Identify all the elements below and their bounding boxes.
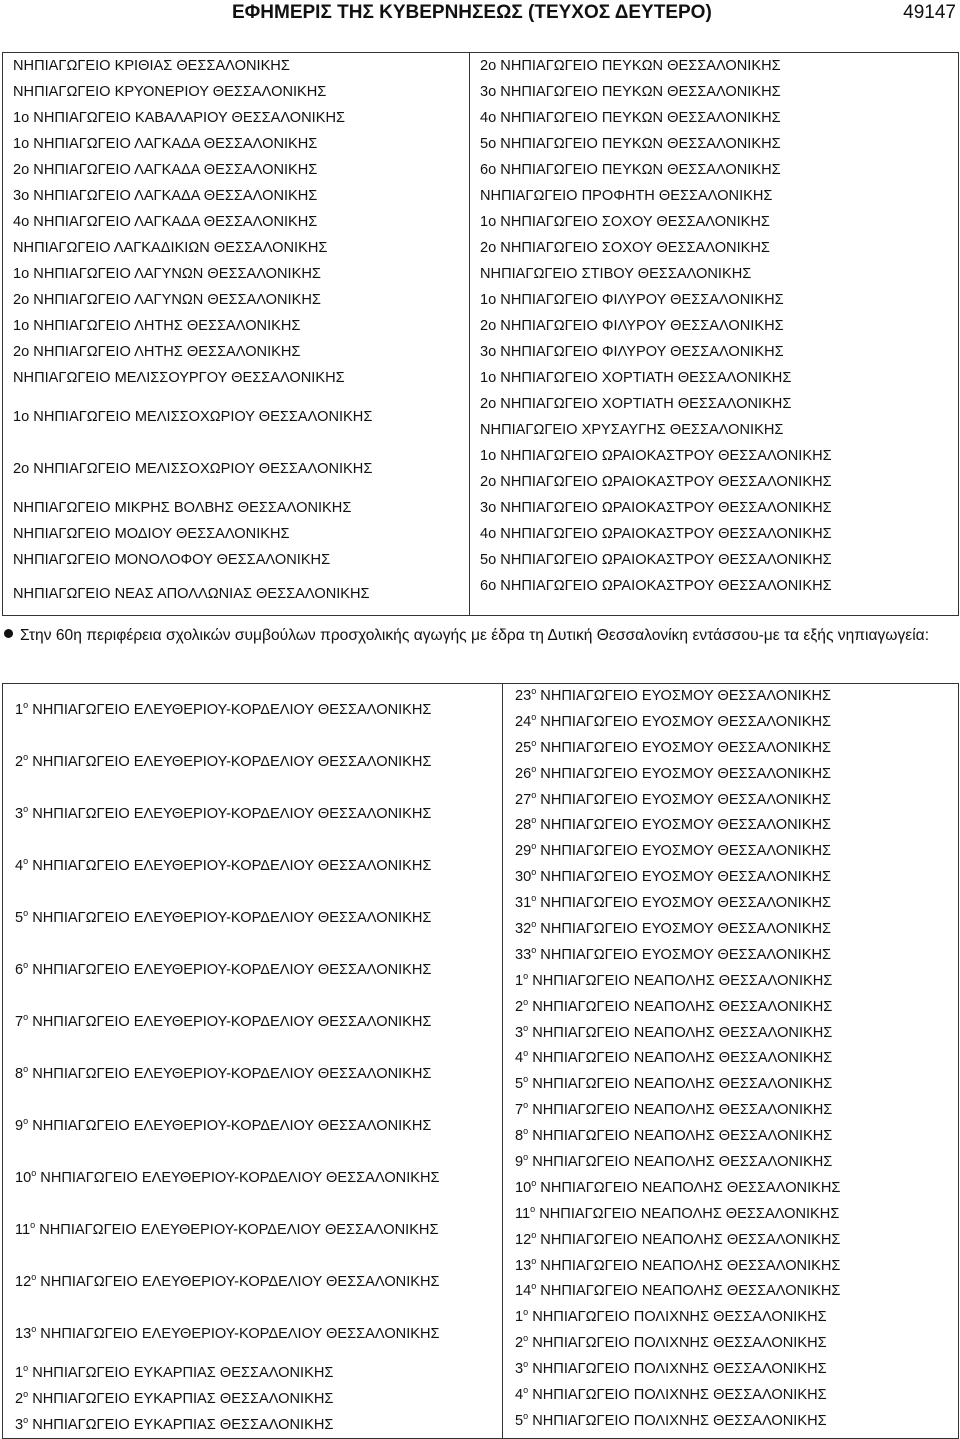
paragraph-text: Στην 60η περιφέρεια σχολικών συμβούλων προσχολικής αγωγής με έδρα τη Δυτική Θεσσαλονίκη εντάσσου-με τα εξής νηπιαγωγεία: [20, 627, 930, 644]
item-number: 1 [15, 1365, 24, 1381]
item-name: ΝΗΠΙΑΓΩΓΕΙΟ ΠΟΛΙΧΝΗΣ ΘΕΣΣΑΛΟΝΙΚΗΣ [528, 1335, 827, 1352]
list-item: 3ο ΝΗΠΙΑΓΩΓΕΙΟ ΛΑΓΚΑΔΑ ΘΕΣΣΑΛΟΝΙΚΗΣ [13, 188, 318, 204]
list-item [3, 788, 502, 840]
list-item: 1ο ΝΗΠΙΑΓΩΓΕΙΟ ΣΟΧΟΥ ΘΕΣΣΑΛΟΝΙΚΗΣ [480, 214, 770, 230]
item-number: 2 [515, 998, 524, 1015]
item-name: ΝΗΠΙΑΓΩΓΕΙΟ ΕΛΕΥΘΕΡΙΟΥ-ΚΟΡΔΕΛΙΟΥ ΘΕΣΣΑΛΟΝΙΚΗΣ [36, 1326, 440, 1342]
ordinal-suffix: ο [531, 763, 537, 774]
list-item [503, 969, 958, 995]
ordinal-suffix: ο [531, 1229, 537, 1240]
list-item [3, 996, 502, 1048]
item-number: 9 [15, 1118, 24, 1134]
ordinal-suffix: ο [531, 737, 537, 748]
item-number: 14 [515, 1283, 532, 1300]
item-number: 3 [15, 806, 24, 822]
list-item [3, 1152, 502, 1204]
list-item [3, 684, 502, 736]
list-item [503, 1331, 958, 1357]
page-number: 49147 [903, 2, 956, 23]
item-number: 5 [515, 1412, 524, 1429]
item-number: 25 [515, 739, 532, 756]
item-name: ΝΗΠΙΑΓΩΓΕΙΟ ΕΥΟΣΜΟΥ ΘΕΣΣΑΛΟΝΙΚΗΣ [536, 739, 832, 756]
list-item: 2ο ΝΗΠΙΑΓΩΓΕΙΟ ΧΟΡΤΙΑΤΗ ΘΕΣΣΑΛΟΝΙΚΗΣ [480, 396, 792, 412]
item-name: ΝΗΠΙΑΓΩΓΕΙΟ ΝΕΑΠΟΛΗΣ ΘΕΣΣΑΛΟΝΙΚΗΣ [528, 998, 833, 1015]
ordinal-suffix: ο [523, 1100, 529, 1111]
ordinal-suffix: ο [523, 1385, 529, 1396]
item-number: 5 [515, 1076, 524, 1093]
item-name: ΝΗΠΙΑΓΩΓΕΙΟ ΕΥΟΣΜΟΥ ΘΕΣΣΑΛΟΝΙΚΗΣ [536, 791, 832, 808]
item-number: 10 [15, 1170, 32, 1186]
list-item: 6ο ΝΗΠΙΑΓΩΓΕΙΟ ΠΕΥΚΩΝ ΘΕΣΣΑΛΟΝΙΚΗΣ [480, 162, 781, 178]
item-number: 4 [515, 1050, 524, 1067]
ordinal-suffix: ο [23, 752, 29, 763]
page-header [0, 0, 960, 30]
item-name: ΝΗΠΙΑΓΩΓΕΙΟ ΝΕΑΠΟΛΗΣ ΘΕΣΣΑΛΟΝΙΚΗΣ [528, 1102, 833, 1119]
item-number: 11 [515, 1205, 531, 1222]
list-item: 2ο ΝΗΠΙΑΓΩΓΕΙΟ ΛΑΓΚΑΔΑ ΘΕΣΣΑΛΟΝΙΚΗΣ [13, 162, 318, 178]
item-number: 10 [515, 1179, 532, 1196]
ordinal-suffix: ο [531, 1255, 537, 1266]
list-item [503, 1357, 958, 1383]
list-item: ΝΗΠΙΑΓΩΓΕΙΟ ΜΕΛΙΣΣΟΥΡΓΟΥ ΘΕΣΣΑΛΟΝΙΚΗΣ [13, 370, 345, 386]
list-item: 2ο ΝΗΠΙΑΓΩΓΕΙΟ ΜΕΛΙΣΣΟΧΩΡΙΟΥ ΘΕΣΣΑΛΟΝΙΚΗΣ [13, 461, 373, 477]
item-name: ΝΗΠΙΑΓΩΓΕΙΟ ΕΥΚΑΡΠΙΑΣ ΘΕΣΣΑΛΟΝΙΚΗΣ [28, 1417, 334, 1433]
list-item [3, 1048, 502, 1100]
list-item [503, 1254, 958, 1280]
district-paragraph [4, 622, 956, 649]
ordinal-suffix: ο [23, 1389, 29, 1400]
ordinal-suffix: ο [531, 945, 537, 956]
list-item: 1ο ΝΗΠΙΑΓΩΓΕΙΟ ΧΟΡΤΙΑΤΗ ΘΕΣΣΑΛΟΝΙΚΗΣ [480, 370, 792, 386]
ordinal-suffix: ο [531, 815, 537, 826]
list-item [3, 892, 502, 944]
item-name: ΝΗΠΙΑΓΩΓΕΙΟ ΕΥΟΣΜΟΥ ΘΕΣΣΑΛΟΝΙΚΗΣ [536, 713, 832, 730]
item-name: ΝΗΠΙΑΓΩΓΕΙΟ ΕΛΕΥΘΕΡΙΟΥ-ΚΟΡΔΕΛΙΟΥ ΘΕΣΣΑΛΟΝΙΚΗΣ [36, 1170, 440, 1186]
item-number: 7 [15, 1014, 24, 1030]
item-name: ΝΗΠΙΑΓΩΓΕΙΟ ΕΛΕΥΘΕΡΙΟΥ-ΚΟΡΔΕΛΙΟΥ ΘΕΣΣΑΛΟΝΙΚΗΣ [35, 1222, 439, 1238]
list-item [503, 1279, 958, 1305]
list-item [503, 865, 958, 891]
item-number: 1 [515, 1309, 524, 1326]
item-name: ΝΗΠΙΑΓΩΓΕΙΟ ΕΥΟΣΜΟΥ ΘΕΣΣΑΛΟΝΙΚΗΣ [536, 946, 832, 963]
item-number: 8 [15, 1066, 24, 1082]
item-number: 2 [15, 754, 24, 770]
item-name: ΝΗΠΙΑΓΩΓΕΙΟ ΝΕΑΠΟΛΗΣ ΘΕΣΣΑΛΟΝΙΚΗΣ [535, 1205, 840, 1222]
list-item [503, 1176, 958, 1202]
item-name: ΝΗΠΙΑΓΩΓΕΙΟ ΕΥΟΣΜΟΥ ΘΕΣΣΑΛΟΝΙΚΗΣ [536, 817, 832, 834]
ordinal-suffix: ο [523, 1359, 529, 1370]
ordinal-suffix: ο [23, 1116, 29, 1127]
ordinal-suffix: ο [531, 686, 537, 697]
list-item [3, 1100, 502, 1152]
item-number: 8 [515, 1128, 524, 1145]
list-item [3, 1360, 502, 1386]
list-item [503, 1021, 958, 1047]
list-item: 2ο ΝΗΠΙΑΓΩΓΕΙΟ ΠΕΥΚΩΝ ΘΕΣΣΑΛΟΝΙΚΗΣ [480, 58, 781, 74]
item-number: 12 [15, 1274, 32, 1290]
list-item [503, 995, 958, 1021]
list-item [3, 1256, 502, 1308]
list-item [3, 944, 502, 996]
item-name: ΝΗΠΙΑΓΩΓΕΙΟ ΕΥΟΣΜΟΥ ΘΕΣΣΑΛΟΝΙΚΗΣ [536, 688, 832, 704]
item-name: ΝΗΠΙΑΓΩΓΕΙΟ ΝΕΑΠΟΛΗΣ ΘΕΣΣΑΛΟΝΙΚΗΣ [536, 1283, 841, 1300]
ordinal-suffix: ο [523, 1074, 529, 1085]
item-name: ΝΗΠΙΑΓΩΓΕΙΟ ΝΕΑΠΟΛΗΣ ΘΕΣΣΑΛΟΝΙΚΗΣ [528, 1024, 833, 1041]
list-item: 3ο ΝΗΠΙΑΓΩΓΕΙΟ ΩΡΑΙΟΚΑΣΤΡΟΥ ΘΕΣΣΑΛΟΝΙΚΗΣ [480, 500, 832, 516]
list-item [503, 1150, 958, 1176]
table-column-right [470, 53, 959, 616]
item-name: ΝΗΠΙΑΓΩΓΕΙΟ ΕΛΕΥΘΕΡΙΟΥ-ΚΟΡΔΕΛΙΟΥ ΘΕΣΣΑΛΟΝΙΚΗΣ [28, 806, 432, 822]
item-name: ΝΗΠΙΑΓΩΓΕΙΟ ΕΥΟΣΜΟΥ ΘΕΣΣΑΛΟΝΙΚΗΣ [536, 895, 832, 912]
list-item [3, 1308, 502, 1360]
item-number: 27 [515, 791, 532, 808]
item-number: 26 [515, 765, 532, 782]
item-name: ΝΗΠΙΑΓΩΓΕΙΟ ΝΕΑΠΟΛΗΣ ΘΕΣΣΑΛΟΝΙΚΗΣ [528, 1154, 833, 1171]
item-name: ΝΗΠΙΑΓΩΓΕΙΟ ΕΥΟΣΜΟΥ ΘΕΣΣΑΛΟΝΙΚΗΣ [536, 869, 832, 886]
ordinal-suffix: ο [523, 1048, 529, 1059]
item-number: 33 [515, 946, 532, 963]
item-name: ΝΗΠΙΑΓΩΓΕΙΟ ΕΥΚΑΡΠΙΑΣ ΘΕΣΣΑΛΟΝΙΚΗΣ [28, 1365, 334, 1381]
ordinal-suffix: ο [523, 1411, 529, 1422]
item-name: ΝΗΠΙΑΓΩΓΕΙΟ ΕΛΕΥΘΕΡΙΟΥ-ΚΟΡΔΕΛΙΟΥ ΘΕΣΣΑΛΟΝΙΚΗΣ [28, 858, 432, 874]
list-item: 1ο ΝΗΠΙΑΓΩΓΕΙΟ ΚΑΒΑΛΑΡΙΟΥ ΘΕΣΣΑΛΟΝΙΚΗΣ [13, 110, 346, 126]
ordinal-suffix: ο [523, 1022, 529, 1033]
item-name: ΝΗΠΙΑΓΩΓΕΙΟ ΝΕΑΠΟΛΗΣ ΘΕΣΣΑΛΟΝΙΚΗΣ [528, 1050, 833, 1067]
list-item [503, 943, 958, 969]
item-name: ΝΗΠΙΑΓΩΓΕΙΟ ΕΛΕΥΘΕΡΙΟΥ-ΚΟΡΔΕΛΙΟΥ ΘΕΣΣΑΛΟΝΙΚΗΣ [28, 1014, 432, 1030]
item-name: ΝΗΠΙΑΓΩΓΕΙΟ ΕΥΟΣΜΟΥ ΘΕΣΣΑΛΟΝΙΚΗΣ [536, 843, 832, 860]
ordinal-suffix: ο [531, 1281, 537, 1292]
list-item: ΝΗΠΙΑΓΩΓΕΙΟ ΜΙΚΡΗΣ ΒΟΛΒΗΣ ΘΕΣΣΑΛΟΝΙΚΗΣ [13, 500, 352, 516]
list-item [503, 788, 958, 814]
gazette-title: ΕΦΗΜΕΡΙΣ ΤΗΣ ΚΥΒΕΡΝΗΣΕΩΣ (ΤΕΥΧΟΣ ΔΕΥΤΕΡΟ) [232, 2, 712, 23]
list-item [503, 684, 958, 710]
list-item [503, 1202, 958, 1228]
item-name: ΝΗΠΙΑΓΩΓΕΙΟ ΕΥΟΣΜΟΥ ΘΕΣΣΑΛΟΝΙΚΗΣ [536, 921, 832, 938]
item-number: 23 [515, 688, 532, 704]
list-item [503, 1046, 958, 1072]
item-number: 2 [515, 1335, 524, 1352]
item-name: ΝΗΠΙΑΓΩΓΕΙΟ ΕΛΕΥΘΕΡΙΟΥ-ΚΟΡΔΕΛΙΟΥ ΘΕΣΣΑΛΟΝΙΚΗΣ [28, 962, 432, 978]
ordinal-suffix: ο [23, 1064, 29, 1075]
item-name: ΝΗΠΙΑΓΩΓΕΙΟ ΕΛΕΥΘΕΡΙΟΥ-ΚΟΡΔΕΛΙΟΥ ΘΕΣΣΑΛΟΝΙΚΗΣ [28, 702, 432, 718]
list-item [3, 1412, 502, 1438]
item-number: 4 [515, 1387, 524, 1404]
item-number: 5 [15, 910, 24, 926]
ordinal-suffix: ο [523, 970, 529, 981]
list-item: 1ο ΝΗΠΙΑΓΩΓΕΙΟ ΜΕΛΙΣΣΟΧΩΡΙΟΥ ΘΕΣΣΑΛΟΝΙΚΗΣ [13, 409, 373, 425]
list-item: 4ο ΝΗΠΙΑΓΩΓΕΙΟ ΠΕΥΚΩΝ ΘΕΣΣΑΛΟΝΙΚΗΣ [480, 110, 781, 126]
list-item: 6ο ΝΗΠΙΑΓΩΓΕΙΟ ΩΡΑΙΟΚΑΣΤΡΟΥ ΘΕΣΣΑΛΟΝΙΚΗΣ [480, 578, 832, 594]
list-item [503, 762, 958, 788]
ordinal-suffix: ο [523, 1126, 529, 1137]
ordinal-suffix: ο [531, 712, 537, 723]
bullet-icon [4, 629, 13, 638]
list-item [503, 1305, 958, 1331]
ordinal-suffix: ο [531, 893, 537, 904]
list-item: 4ο ΝΗΠΙΑΓΩΓΕΙΟ ΩΡΑΙΟΚΑΣΤΡΟΥ ΘΕΣΣΑΛΟΝΙΚΗΣ [480, 526, 832, 542]
ordinal-suffix: ο [23, 1415, 29, 1426]
list-item: 2ο ΝΗΠΙΑΓΩΓΕΙΟ ΦΙΛΥΡΟΥ ΘΕΣΣΑΛΟΝΙΚΗΣ [480, 318, 784, 334]
ordinal-suffix: ο [30, 1220, 36, 1231]
item-number: 1 [15, 702, 24, 718]
list-item [503, 1072, 958, 1098]
table-row [3, 684, 959, 1439]
ordinal-suffix: ο [23, 700, 29, 711]
table-row [3, 53, 959, 616]
ordinal-suffix: ο [23, 1363, 29, 1374]
list-item: 2ο ΝΗΠΙΑΓΩΓΕΙΟ ΣΟΧΟΥ ΘΕΣΣΑΛΟΝΙΚΗΣ [480, 240, 770, 256]
list-item: 3ο ΝΗΠΙΑΓΩΓΕΙΟ ΠΕΥΚΩΝ ΘΕΣΣΑΛΟΝΙΚΗΣ [480, 84, 781, 100]
ordinal-suffix: ο [23, 960, 29, 971]
table-column-left [3, 53, 470, 616]
item-name: ΝΗΠΙΑΓΩΓΕΙΟ ΕΛΕΥΘΕΡΙΟΥ-ΚΟΡΔΕΛΙΟΥ ΘΕΣΣΑΛΟΝΙΚΗΣ [36, 1274, 440, 1290]
item-name: ΝΗΠΙΑΓΩΓΕΙΟ ΕΥΚΑΡΠΙΑΣ ΘΕΣΣΑΛΟΝΙΚΗΣ [28, 1391, 334, 1407]
list-item [3, 736, 502, 788]
item-number: 3 [515, 1024, 524, 1041]
list-item [503, 1409, 958, 1435]
list-item: ΝΗΠΙΑΓΩΓΕΙΟ ΚΡΥΟΝΕΡΙΟΥ ΘΕΣΣΑΛΟΝΙΚΗΣ [13, 84, 327, 100]
list-item: ΝΗΠΙΑΓΩΓΕΙΟ ΚΡΙΘΙΑΣ ΘΕΣΣΑΛΟΝΙΚΗΣ [13, 58, 290, 74]
ordinal-suffix: ο [31, 1324, 37, 1335]
item-number: 3 [515, 1361, 524, 1378]
item-name: ΝΗΠΙΑΓΩΓΕΙΟ ΕΛΕΥΘΕΡΙΟΥ-ΚΟΡΔΕΛΙΟΥ ΘΕΣΣΑΛΟΝΙΚΗΣ [28, 910, 432, 926]
item-number: 24 [515, 713, 532, 730]
item-number: 32 [515, 921, 532, 938]
item-number: 13 [15, 1326, 32, 1342]
list-item [3, 1386, 502, 1412]
list-item: ΝΗΠΙΑΓΩΓΕΙΟ ΣΤΙΒΟΥ ΘΕΣΣΑΛΟΝΙΚΗΣ [480, 266, 752, 282]
item-number: 13 [515, 1257, 532, 1274]
list-item: ΝΗΠΙΑΓΩΓΕΙΟ ΜΟΔΙΟΥ ΘΕΣΣΑΛΟΝΙΚΗΣ [13, 526, 290, 542]
list-item: 1ο ΝΗΠΙΑΓΩΓΕΙΟ ΛΑΓΥΝΩΝ ΘΕΣΣΑΛΟΝΙΚΗΣ [13, 266, 321, 282]
list-item [3, 1204, 502, 1256]
list-item [503, 839, 958, 865]
item-number: 6 [15, 962, 24, 978]
ordinal-suffix: ο [523, 996, 529, 1007]
list-item: 1ο ΝΗΠΙΑΓΩΓΕΙΟ ΛΑΓΚΑΔΑ ΘΕΣΣΑΛΟΝΙΚΗΣ [13, 136, 318, 152]
item-name: ΝΗΠΙΑΓΩΓΕΙΟ ΠΟΛΙΧΝΗΣ ΘΕΣΣΑΛΟΝΙΚΗΣ [528, 1361, 827, 1378]
list-item [503, 736, 958, 762]
ordinal-suffix: ο [531, 789, 537, 800]
list-item: ΝΗΠΙΑΓΩΓΕΙΟ ΧΡΥΣΑΥΓΗΣ ΘΕΣΣΑΛΟΝΙΚΗΣ [480, 422, 784, 438]
item-number: 28 [515, 817, 532, 834]
item-name: ΝΗΠΙΑΓΩΓΕΙΟ ΕΛΕΥΘΕΡΙΟΥ-ΚΟΡΔΕΛΙΟΥ ΘΕΣΣΑΛΟΝΙΚΗΣ [28, 754, 432, 770]
list-item: 2ο ΝΗΠΙΑΓΩΓΕΙΟ ΛΗΤΗΣ ΘΕΣΣΑΛΟΝΙΚΗΣ [13, 344, 301, 360]
list-item: 2ο ΝΗΠΙΑΓΩΓΕΙΟ ΩΡΑΙΟΚΑΣΤΡΟΥ ΘΕΣΣΑΛΟΝΙΚΗΣ [480, 474, 832, 490]
item-name: ΝΗΠΙΑΓΩΓΕΙΟ ΝΕΑΠΟΛΗΣ ΘΕΣΣΑΛΟΝΙΚΗΣ [536, 1231, 841, 1248]
list-item [503, 1124, 958, 1150]
list-item: 1ο ΝΗΠΙΑΓΩΓΕΙΟ ΩΡΑΙΟΚΑΣΤΡΟΥ ΘΕΣΣΑΛΟΝΙΚΗΣ [480, 448, 832, 464]
item-number: 30 [515, 869, 532, 886]
ordinal-suffix: ο [523, 1307, 529, 1318]
ordinal-suffix: ο [23, 856, 29, 867]
item-name: ΝΗΠΙΑΓΩΓΕΙΟ ΠΟΛΙΧΝΗΣ ΘΕΣΣΑΛΟΝΙΚΗΣ [528, 1387, 827, 1404]
list-item: 1ο ΝΗΠΙΑΓΩΓΕΙΟ ΦΙΛΥΡΟΥ ΘΕΣΣΑΛΟΝΙΚΗΣ [480, 292, 784, 308]
list-item: 1ο ΝΗΠΙΑΓΩΓΕΙΟ ΛΗΤΗΣ ΘΕΣΣΑΛΟΝΙΚΗΣ [13, 318, 301, 334]
list-item [503, 1228, 958, 1254]
item-number: 12 [515, 1231, 532, 1248]
list-item: 5ο ΝΗΠΙΑΓΩΓΕΙΟ ΠΕΥΚΩΝ ΘΕΣΣΑΛΟΝΙΚΗΣ [480, 136, 781, 152]
list-item [503, 1383, 958, 1409]
ordinal-suffix: ο [531, 841, 537, 852]
list-item: 5ο ΝΗΠΙΑΓΩΓΕΙΟ ΩΡΑΙΟΚΑΣΤΡΟΥ ΘΕΣΣΑΛΟΝΙΚΗΣ [480, 552, 832, 568]
item-number: 9 [515, 1154, 524, 1171]
ordinal-suffix: ο [523, 1333, 529, 1344]
item-name: ΝΗΠΙΑΓΩΓΕΙΟ ΝΕΑΠΟΛΗΣ ΘΕΣΣΑΛΟΝΙΚΗΣ [528, 1076, 833, 1093]
item-number: 31 [515, 895, 532, 912]
ordinal-suffix: ο [530, 1203, 536, 1214]
list-item: ΝΗΠΙΑΓΩΓΕΙΟ ΜΟΝΟΛΟΦΟΥ ΘΕΣΣΑΛΟΝΙΚΗΣ [13, 552, 331, 568]
list-item: ΝΗΠΙΑΓΩΓΕΙΟ ΛΑΓΚΑΔΙΚΙΩΝ ΘΕΣΣΑΛΟΝΙΚΗΣ [13, 240, 328, 256]
ordinal-suffix: ο [23, 804, 29, 815]
item-number: 7 [515, 1102, 524, 1119]
item-name: ΝΗΠΙΑΓΩΓΕΙΟ ΕΥΟΣΜΟΥ ΘΕΣΣΑΛΟΝΙΚΗΣ [536, 765, 832, 782]
item-name: ΝΗΠΙΑΓΩΓΕΙΟ ΠΟΛΙΧΝΗΣ ΘΕΣΣΑΛΟΝΙΚΗΣ [528, 1412, 827, 1429]
list-item: 2ο ΝΗΠΙΑΓΩΓΕΙΟ ΛΑΓΥΝΩΝ ΘΕΣΣΑΛΟΝΙΚΗΣ [13, 292, 321, 308]
item-number: 1 [515, 972, 524, 989]
kindergarten-table-top [2, 52, 959, 616]
list-item: 3ο ΝΗΠΙΑΓΩΓΕΙΟ ΦΙΛΥΡΟΥ ΘΕΣΣΑΛΟΝΙΚΗΣ [480, 344, 784, 360]
ordinal-suffix: ο [31, 1272, 37, 1283]
ordinal-suffix: ο [531, 867, 537, 878]
item-number: 2 [15, 1391, 24, 1407]
list-item: ΝΗΠΙΑΓΩΓΕΙΟ ΠΡΟΦΗΤΗ ΘΕΣΣΑΛΟΝΙΚΗΣ [480, 188, 773, 204]
kindergarten-table-bottom [2, 683, 959, 1439]
list-item [503, 710, 958, 736]
table-column-right [503, 684, 959, 1439]
item-name: ΝΗΠΙΑΓΩΓΕΙΟ ΕΛΕΥΘΕΡΙΟΥ-ΚΟΡΔΕΛΙΟΥ ΘΕΣΣΑΛΟΝΙΚΗΣ [28, 1118, 432, 1134]
list-item [503, 1098, 958, 1124]
item-number: 3 [15, 1417, 24, 1433]
item-number: 29 [515, 843, 532, 860]
item-name: ΝΗΠΙΑΓΩΓΕΙΟ ΕΛΕΥΘΕΡΙΟΥ-ΚΟΡΔΕΛΙΟΥ ΘΕΣΣΑΛΟΝΙΚΗΣ [28, 1066, 432, 1082]
list-item [503, 891, 958, 917]
ordinal-suffix: ο [23, 1012, 29, 1023]
item-name: ΝΗΠΙΑΓΩΓΕΙΟ ΝΕΑΠΟΛΗΣ ΘΕΣΣΑΛΟΝΙΚΗΣ [528, 972, 833, 989]
item-name: ΝΗΠΙΑΓΩΓΕΙΟ ΝΕΑΠΟΛΗΣ ΘΕΣΣΑΛΟΝΙΚΗΣ [536, 1257, 841, 1274]
ordinal-suffix: ο [31, 1168, 37, 1179]
item-number: 11 [15, 1222, 31, 1238]
item-number: 4 [15, 858, 24, 874]
ordinal-suffix: ο [531, 1178, 537, 1189]
list-item [503, 813, 958, 839]
table-column-left [3, 684, 503, 1439]
ordinal-suffix: ο [23, 908, 29, 919]
list-item: ΝΗΠΙΑΓΩΓΕΙΟ ΝΕΑΣ ΑΠΟΛΛΩΝΙΑΣ ΘΕΣΣΑΛΟΝΙΚΗΣ [13, 586, 370, 602]
item-name: ΝΗΠΙΑΓΩΓΕΙΟ ΝΕΑΠΟΛΗΣ ΘΕΣΣΑΛΟΝΙΚΗΣ [528, 1128, 833, 1145]
list-item [3, 840, 502, 892]
ordinal-suffix: ο [523, 1152, 529, 1163]
item-name: ΝΗΠΙΑΓΩΓΕΙΟ ΝΕΑΠΟΛΗΣ ΘΕΣΣΑΛΟΝΙΚΗΣ [536, 1179, 841, 1196]
item-name: ΝΗΠΙΑΓΩΓΕΙΟ ΠΟΛΙΧΝΗΣ ΘΕΣΣΑΛΟΝΙΚΗΣ [528, 1309, 827, 1326]
ordinal-suffix: ο [531, 919, 537, 930]
list-item [503, 917, 958, 943]
list-item: 4ο ΝΗΠΙΑΓΩΓΕΙΟ ΛΑΓΚΑΔΑ ΘΕΣΣΑΛΟΝΙΚΗΣ [13, 214, 318, 230]
